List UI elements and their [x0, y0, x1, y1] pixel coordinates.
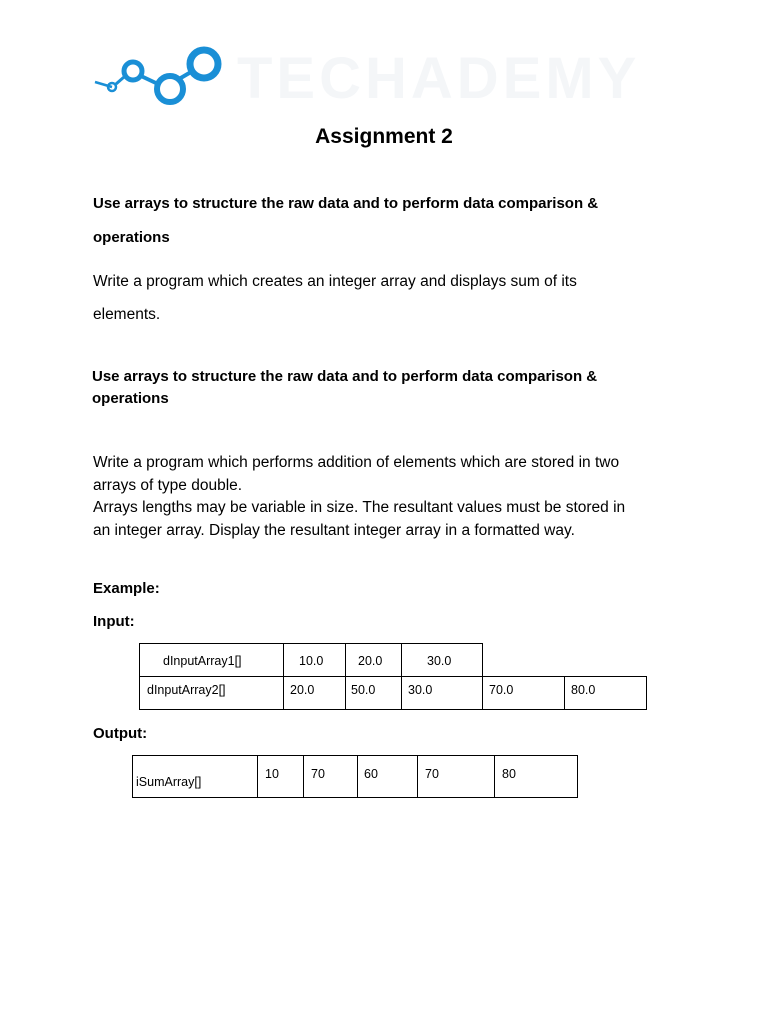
row1-name: dInputArray1[] [163, 654, 242, 668]
table-cell [257, 755, 304, 798]
table-cell [283, 676, 346, 710]
table-cell [417, 755, 495, 798]
task2-description [93, 452, 693, 542]
table-cell [139, 643, 284, 677]
task2-desc-line1: Write a program which performs addition of elements which are stored in two [93, 454, 620, 471]
page-title: Assignment 2 [315, 125, 453, 148]
task1-desc-line2: elements. [93, 306, 161, 323]
output-value: 10 [265, 767, 279, 781]
table-cell [564, 676, 647, 710]
row1-value: 10.0 [299, 654, 324, 668]
task1-heading-line1: Use arrays to structure the raw data and to perform data comparison & [93, 195, 599, 212]
example-label: Example: [93, 580, 160, 597]
techademy-logo [92, 40, 692, 115]
row2-value: 80.0 [571, 683, 596, 697]
output-value: 70 [425, 767, 439, 781]
output-label: Output: [93, 725, 148, 742]
table-cell [345, 643, 402, 677]
table-cell [345, 676, 402, 710]
table-cell [132, 755, 258, 798]
table-cell [482, 676, 565, 710]
output-value: 80 [502, 767, 516, 781]
row1-value: 20.0 [358, 654, 383, 668]
task2-desc-line2: arrays of type double. [93, 476, 243, 494]
row2-value: 50.0 [351, 683, 376, 697]
table-cell [283, 643, 346, 677]
task2-desc-line3: Arrays lengths may be variable in size. The resultant values must be stored in [93, 499, 626, 516]
task2-heading-line1: Use arrays to structure the raw data and to perform data comparison & [92, 368, 598, 385]
row2-value: 30.0 [408, 683, 433, 697]
output-array-name: iSumArray[] [136, 775, 202, 789]
table-cell [401, 643, 483, 677]
logo-mark [95, 50, 218, 102]
logo-watermark-text: TECHADEMY [237, 46, 641, 111]
task2-heading-line2: operations [92, 390, 169, 407]
table-cell [401, 676, 483, 710]
row2-value: 70.0 [489, 683, 514, 697]
table-cell [357, 755, 418, 798]
table-cell [303, 755, 358, 798]
task1-desc-line1: Write a program which creates an integer array and displays sum of its [93, 273, 577, 290]
table-cell [139, 676, 284, 710]
output-value: 70 [311, 767, 325, 781]
row2-name: dInputArray2[] [147, 683, 226, 697]
task1-heading-line2: operations [93, 229, 170, 246]
input-label: Input: [93, 613, 135, 630]
output-value: 60 [364, 767, 378, 781]
row1-value: 30.0 [427, 654, 452, 668]
row2-value: 20.0 [290, 683, 315, 697]
task2-desc-line4: an integer array. Display the resultant integer array in a formatted way. [93, 521, 575, 539]
table-cell [494, 755, 578, 798]
